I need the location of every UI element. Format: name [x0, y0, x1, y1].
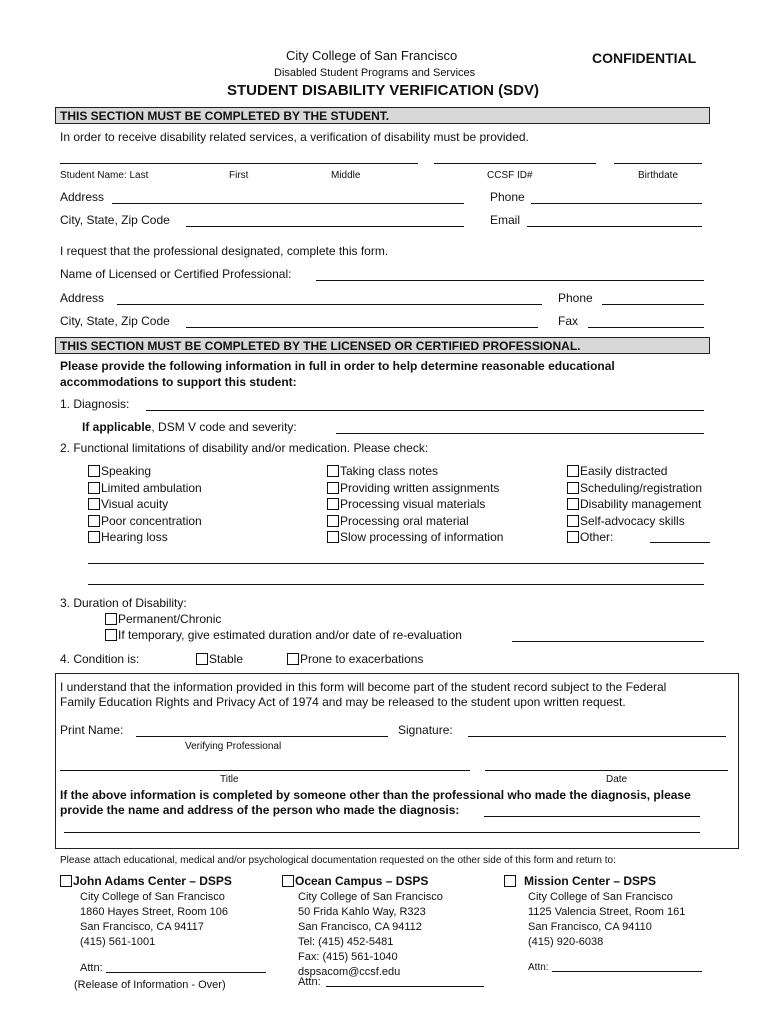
duration-permanent[interactable]: Permanent/Chronic	[105, 612, 221, 626]
signature-label: Signature:	[398, 723, 453, 737]
checkbox[interactable]	[327, 482, 339, 494]
prof-fax-label: Fax	[558, 314, 579, 328]
checklist-col-3	[567, 463, 702, 546]
instructions-line-2: accommodations to support this student:	[60, 375, 297, 389]
print-name-line[interactable]	[136, 736, 388, 737]
diagnosis-label: 1. Diagnosis:	[60, 397, 130, 411]
prof-city-label: City, State, Zip Code	[60, 314, 170, 328]
checkbox-item[interactable]: Other:	[567, 529, 702, 546]
label-middle: Middle	[331, 170, 361, 181]
checkbox[interactable]	[105, 613, 117, 625]
birthdate-line[interactable]	[614, 163, 702, 164]
ccsf-id-line[interactable]	[434, 163, 596, 164]
checkbox-item[interactable]: Self-advocacy skills	[567, 513, 702, 530]
student-intro: In order to receive disability related services, a verification of disability must be provided.	[60, 130, 529, 144]
verifying-professional-label: Verifying Professional	[185, 741, 282, 752]
other-person-text-2: provide the name and address of the person who made the diagnosis:	[60, 803, 460, 817]
checkbox-item[interactable]: Limited ambulation	[88, 480, 202, 497]
professional-section-banner: THIS SECTION MUST BE COMPLETED BY THE LICENSED OR CERTIFIED PROFESSIONAL.	[55, 337, 710, 354]
duration-line[interactable]	[512, 641, 704, 642]
prof-fax-line[interactable]	[588, 327, 704, 328]
consent-text-2: Family Education Rights and Privacy Act of 1974 and may be released to the student upon written request.	[60, 695, 626, 709]
other-line[interactable]	[650, 542, 710, 543]
label-last: Student Name: Last	[60, 170, 149, 181]
student-phone-label: Phone	[490, 190, 525, 204]
checkbox-item[interactable]: Speaking	[88, 463, 202, 480]
student-address-label: Address	[60, 190, 105, 204]
condition-prone[interactable]: Prone to exacerbations	[287, 652, 423, 666]
prof-city-line[interactable]	[186, 327, 538, 328]
duration-temporary[interactable]: If temporary, give estimated duration and/or date of re-evaluation	[105, 628, 462, 642]
checkbox-item[interactable]: Slow processing of information	[327, 529, 503, 546]
checkbox-item[interactable]: Visual acuity	[88, 496, 202, 513]
student-city-label: City, State, Zip Code	[60, 213, 170, 227]
date-line[interactable]	[485, 770, 728, 771]
checkbox[interactable]	[287, 653, 299, 665]
checkbox-item[interactable]: Processing visual materials	[327, 496, 503, 513]
print-name-label: Print Name:	[60, 723, 124, 737]
checkbox-item[interactable]: Scheduling/registration	[567, 480, 702, 497]
checkbox[interactable]	[60, 875, 72, 887]
student-name-line[interactable]	[60, 163, 418, 164]
checkbox[interactable]	[567, 531, 579, 543]
checkbox[interactable]	[88, 515, 100, 527]
checkbox[interactable]	[105, 629, 117, 641]
condition-label: 4. Condition is:	[60, 652, 140, 666]
checkbox-item[interactable]: Providing written assignments	[327, 480, 503, 497]
center-mission-address: City College of San Francisco 1125 Valencia Street, Room 161 San Francisco, CA 94110 (415) 920-6038	[528, 891, 686, 948]
checkbox[interactable]	[88, 482, 100, 494]
title-line[interactable]	[60, 770, 470, 771]
release-note: (Release of Information - Over)	[74, 979, 226, 991]
student-phone-line[interactable]	[531, 203, 702, 204]
checkbox[interactable]	[567, 515, 579, 527]
consent-text-1: I understand that the information provided in this form will become part of the student record subject to the Federal	[60, 680, 667, 694]
john-adams-attn-line[interactable]	[106, 972, 266, 973]
checkbox-item[interactable]: Hearing loss	[88, 529, 202, 546]
center-ocean-name[interactable]: Ocean Campus – DSPS	[282, 874, 428, 888]
department-name: Disabled Student Programs and Services	[274, 67, 476, 79]
student-city-line[interactable]	[186, 226, 464, 227]
center-john-adams-attn: Attn:	[80, 962, 103, 974]
checkbox[interactable]	[282, 875, 294, 887]
prof-phone-line[interactable]	[602, 304, 704, 305]
form-title: STUDENT DISABILITY VERIFICATION (SDV)	[227, 82, 539, 99]
label-first: First	[229, 170, 249, 181]
checkbox[interactable]	[504, 875, 516, 887]
signature-line[interactable]	[468, 736, 726, 737]
checkbox-item[interactable]: Processing oral material	[327, 513, 503, 530]
checklist-col-2	[327, 463, 503, 546]
student-email-label: Email	[490, 213, 521, 227]
checkbox[interactable]	[88, 498, 100, 510]
label-ccsf-id: CCSF ID#	[487, 170, 533, 181]
dsm-label-bold: If applicable	[82, 420, 152, 434]
checkbox[interactable]	[567, 498, 579, 510]
checkbox[interactable]	[567, 465, 579, 477]
checkbox[interactable]	[327, 531, 339, 543]
instructions-line-1: Please provide the following information in full in order to help determine reasonable educational	[60, 359, 615, 373]
checkbox[interactable]	[327, 465, 339, 477]
prof-address-label: Address	[60, 291, 105, 305]
prof-phone-label: Phone	[558, 291, 593, 305]
checkbox[interactable]	[327, 498, 339, 510]
checkbox-item[interactable]: Taking class notes	[327, 463, 503, 480]
request-text: I request that the professional designated, complete this form.	[60, 244, 389, 258]
mission-attn-line[interactable]	[552, 971, 702, 972]
checkbox[interactable]	[88, 531, 100, 543]
attach-instructions: Please attach educational, medical and/or psychological documentation requested on the other side of this form and return to:	[60, 855, 616, 866]
center-john-adams-address: City College of San Francisco 1860 Hayes Street, Room 106 San Francisco, CA 94117 (415) 561-1001	[80, 891, 228, 948]
limitations-extra-line-2[interactable]	[88, 584, 704, 585]
professional-name-label: Name of Licensed or Certified Professional:	[60, 267, 292, 281]
duration-label: 3. Duration of Disability:	[60, 596, 187, 610]
student-email-line[interactable]	[527, 226, 702, 227]
date-label: Date	[606, 774, 628, 785]
label-birthdate: Birthdate	[638, 170, 679, 181]
limitations-label: 2. Functional limitations of disability and/or medication. Please check:	[60, 441, 429, 455]
checkbox-item[interactable]: Easily distracted	[567, 463, 702, 480]
center-ocean-attn: Attn:	[298, 976, 321, 988]
condition-stable[interactable]: Stable	[196, 652, 243, 666]
college-name: City College of San Francisco	[286, 48, 458, 63]
prof-address-line[interactable]	[117, 304, 542, 305]
other-person-line-1[interactable]	[484, 816, 700, 817]
checkbox-item[interactable]: Disability management	[567, 496, 702, 513]
checkbox[interactable]	[196, 653, 208, 665]
checkbox[interactable]	[88, 465, 100, 477]
checkbox[interactable]	[327, 515, 339, 527]
student-address-line[interactable]	[112, 203, 464, 204]
dsm-label	[82, 420, 297, 434]
professional-name-line[interactable]	[316, 280, 704, 281]
confidential-label: CONFIDENTIAL	[592, 50, 697, 66]
center-mission-name[interactable]: Mission Center – DSPS	[504, 874, 656, 888]
checkbox[interactable]	[567, 482, 579, 494]
other-person-text-1: If the above information is completed by someone other than the professional who made the diagnosis, please	[60, 788, 691, 802]
center-john-adams-name[interactable]: John Adams Center – DSPS	[60, 874, 232, 888]
student-section-banner: THIS SECTION MUST BE COMPLETED BY THE STUDENT.	[55, 107, 710, 124]
center-mission-attn: Attn:	[528, 962, 549, 973]
center-ocean-address: City College of San Francisco 50 Frida Kahlo Way, R323 San Francisco, CA 94112 Tel: (415) 452-5481 Fax: (415) 561-1040 dspsacom@ccsf.edu	[298, 891, 443, 978]
checklist-col-1	[88, 463, 202, 546]
limitations-extra-line-1[interactable]	[88, 563, 704, 564]
diagnosis-line[interactable]	[146, 410, 704, 411]
checkbox-item[interactable]: Poor concentration	[88, 513, 202, 530]
dsm-line[interactable]	[336, 433, 704, 434]
dsm-label-rest: , DSM V code and severity:	[151, 420, 297, 434]
title-label: Title	[220, 774, 239, 785]
other-person-line-2[interactable]	[64, 832, 700, 833]
ocean-attn-line[interactable]	[326, 986, 484, 987]
